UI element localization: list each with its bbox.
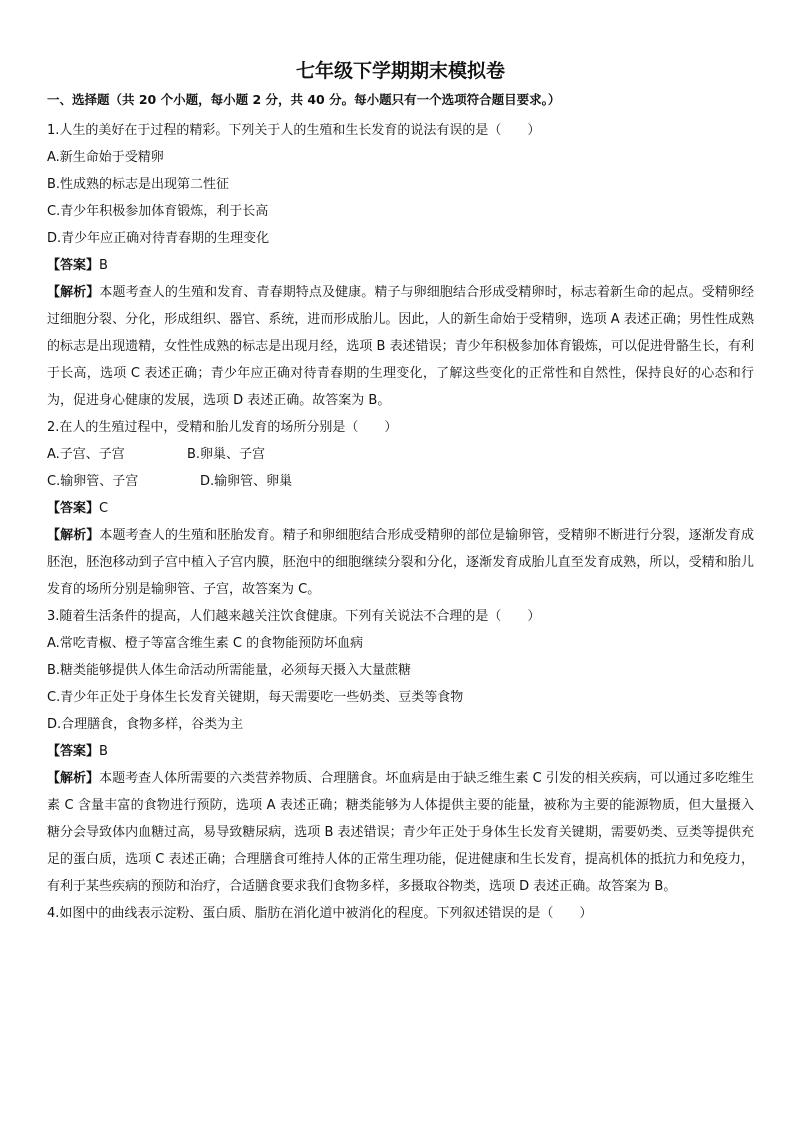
question-2-analysis (47, 522, 754, 603)
question-2-options-row-2 (47, 468, 754, 495)
question-4-stem: 4.如图中的曲线表示淀粉、蛋白质、脂肪在消化道中被消化的程度。下列叙述错误的是（ ） (47, 906, 593, 921)
answer-tag: 【答案】 (47, 258, 100, 273)
question-2-stem: 2.在人的生殖过程中，受精和胎儿发育的场所分别是（ ） (47, 420, 398, 435)
answer-value: B (99, 258, 108, 273)
analysis-tag: 【解析】 (47, 528, 100, 543)
question-2-option-d: D.输卵管、卵巢 (200, 474, 293, 489)
question-3-analysis (47, 765, 754, 900)
question-1-option-b: B.性成熟的标志是出现第二性征 (47, 177, 230, 192)
question-1-option-c: C.青少年积极参加体育锻炼，利于长高 (47, 204, 269, 219)
answer-value: B (99, 744, 108, 759)
question-1-option-d: D.青少年应正确对待青春期的生理变化 (47, 231, 270, 246)
section-heading: 一、选择题（共 20 个小题，每小题 2 分，共 40 分。每小题只有一个选项符合题目要求。） (47, 92, 561, 107)
question-3-option-a: A.常吃青椒、橙子等富含维生素 C 的食物能预防坏血病 (47, 636, 364, 651)
question-2-option-b: B.卵巢、子宫 (187, 447, 266, 462)
answer-tag: 【答案】 (47, 501, 100, 516)
question-1-option-a: A.新生命始于受精卵 (47, 150, 164, 165)
question-2-option-c: C.输卵管、子宫 (47, 474, 139, 489)
analysis-tag: 【解析】 (47, 771, 100, 786)
question-2-answer (47, 495, 754, 522)
answer-tag: 【答案】 (47, 744, 100, 759)
analysis-text: 本题考查人的生殖和发育、青春期特点及健康。精子与卵细胞结合形成受精卵时，标志着新生命的起点。受精卵经过细胞分裂、分化，形成组织、器官、系统，进而形成胎儿。因此，人的新生命始于受精卵，选项 A 表述正确；男性性成熟的标志是出现遗精，女性性成熟的标志是出现月经，选项 B 表述错误；青少年积极参加体育锻炼，可以促进骨骼生长，有利于长高，选项 C 表述正确；青少年应正确对待青春期的生理变化，了解这些变化的正常性和自然性，保持良好的心态和行为，促进身心健康的发展，选项 D 表述正确。故答案为 B。 (47, 285, 754, 408)
question-3-option-d: D.合理膳食，食物多样，谷类为主 (47, 717, 244, 732)
question-1-answer (47, 252, 754, 279)
question-2-option-a: A.子宫、子宫 (47, 447, 125, 462)
analysis-text: 本题考查人体所需要的六类营养物质、合理膳食。坏血病是由于缺乏维生素 C 引发的相关疾病，可以通过多吃维生素 C 含量丰富的食物进行预防，选项 A 表述正确；糖类能够为人体提供主要的能量，被称为主要的能源物质，但大量摄入糖分会导致体内血糖过高，易导致糖尿病，选项 B 表述错误；青少年正处于身体生长发育关键期，需要奶类、豆类等提供充足的蛋白质，选项 C 表述正确；合理膳食可维持人体的正常生理功能，促进健康和生长发育，提高机体的抵抗力和免疫力，有利于某些疾病的预防和治疗，合适膳食要求我们食物多样，多摄取谷物类，选项 D 表述正确。故答案为 B。 (47, 771, 754, 894)
answer-value: C (99, 501, 109, 516)
analysis-text: 本题考查人的生殖和胚胎发育。精子和卵细胞结合形成受精卵的部位是输卵管，受精卵不断进行分裂，逐渐发育成胚泡，胚泡移动到子宫中植入子宫内膜，胚泡中的细胞继续分裂和分化，逐渐发育成胎儿直至发育成熟，所以，受精和胎儿发育的场所分别是输卵管、子宫，故答案为 C。 (47, 528, 754, 597)
question-3-answer (47, 738, 754, 765)
analysis-tag: 【解析】 (47, 285, 100, 300)
question-3-option-c: C.青少年正处于身体生长发育关键期，每天需要吃一些奶类、豆类等食物 (47, 690, 464, 705)
question-1-analysis (47, 279, 754, 414)
question-3-option-b: B.糖类能够提供人体生命活动所需能量，必须每天摄入大量蔗糖 (47, 663, 412, 678)
question-1-stem: 1.人生的美好在于过程的精彩。下列关于人的生殖和生长发育的说法有误的是（ ） (47, 123, 541, 138)
page-title: 七年级下学期期末模拟卷 (295, 60, 505, 82)
question-3-stem: 3.随着生活条件的提高，人们越来越关注饮食健康。下列有关说法不合理的是（ ） (47, 609, 541, 624)
question-2-options-row-1 (47, 441, 754, 468)
